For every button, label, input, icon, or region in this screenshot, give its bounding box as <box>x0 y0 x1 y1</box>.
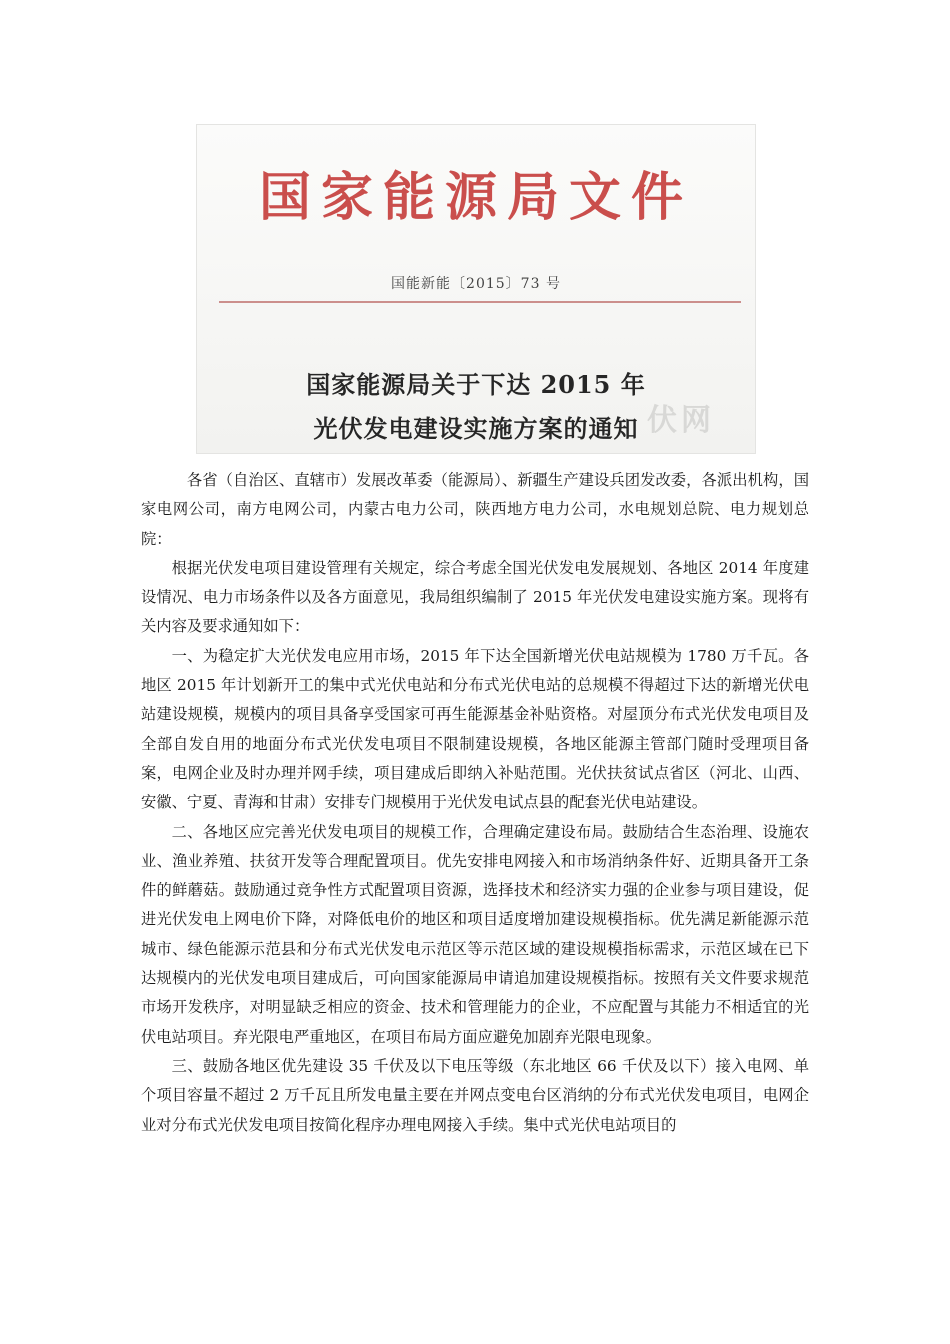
notice-title-line-2: 光伏发电建设实施方案的通知 <box>313 414 639 443</box>
section-three-paragraph: 三、鼓励各地区优先建设 35 千伏及以下电压等级（东北地区 66 千伏及以下）接入电网、单个项目容量不超过 2 万千瓦且所发电量主要在并网点变电台区消纳的分布式光伏发电项目，电网企业对分布式光伏发电项目按简化程序办理电网接入手续。集中式光伏电站项目的 <box>141 1056 809 1134</box>
notice-title-line-1: 国家能源局关于下达 2015 年 <box>306 370 646 399</box>
red-separator-line <box>219 301 741 303</box>
watermark: 伏网 <box>647 403 715 438</box>
salutation-paragraph: 各省（自治区、直辖市）发展改革委（能源局）、新疆生产建设兵团发改委，各派出机构，国家电网公司，南方电网公司，内蒙古电力公司，陕西地方电力公司，水电规划总院、电力规划总院： <box>141 471 809 548</box>
scanned-letterhead-image <box>196 124 756 454</box>
document-body <box>141 466 809 1140</box>
section-one-paragraph: 一、为稳定扩大光伏发电应用市场，2015 年下达全国新增光伏电站规模为 1780 万千瓦。各地区 2015 年计划新开工的集中式光伏电站和分布式光伏电站的总规模不得超过下达的新增光伏电站建设规模，规模内的项目具备享受国家可再生能源基金补贴资格。对屋顶分布式光伏发电项目及全部自发自用的地面分布式光伏发电项目不限制建设规模，各地区能源主管部门随时受理项目备案，电网企业及时办理并网手续，项目建成后即纳入补贴范围。光伏扶贫试点省区（河北、山西、安徽、宁夏、青海和甘肃）安排专门规模用于光伏发电试点县的配套光伏电站建设。 <box>141 646 809 812</box>
section-two-paragraph: 二、各地区应完善光伏发电项目的规模工作，合理确定建设布局。鼓励结合生态治理、设施农业、渔业养殖、扶贫开发等合理配置项目。优先安排电网接入和市场消纳条件好、近期具备开工条件的鲜蘑菇。鼓励通过竞争性方式配置项目资源，选择技术和经济实力强的企业参与项目建设，促进光伏发电上网电价下降，对降低电价的地区和项目适度增加建设规模指标。优先满足新能源示范城市、绿色能源示范县和分布式光伏发电示范区等示范区域的建设规模指标需求，示范区域在已下达规模内的光伏发电项目建成后，可向国家能源局申请追加建设规模指标。按照有关文件要求规范市场开发秩序，对明显缺乏相应的资金、技术和管理能力的企业，不应配置与其能力不相适宜的光伏电站项目。弃光限电严重地区，在项目布局方面应避免加剧弃光限电现象。 <box>141 822 809 1046</box>
document-number: 国能新能〔2015〕73 号 <box>391 276 561 292</box>
intro-paragraph: 根据光伏发电项目建设管理有关规定，综合考虑全国光伏发电发展规划、各地区 2014 年度建设情况、电力市场条件以及各方面意见，我局组织编制了 2015 年光伏发电建设实施方案。现将有关内容及要求通知如下： <box>141 558 809 636</box>
issuing-authority-title: 国家能源局文件 <box>258 167 693 228</box>
